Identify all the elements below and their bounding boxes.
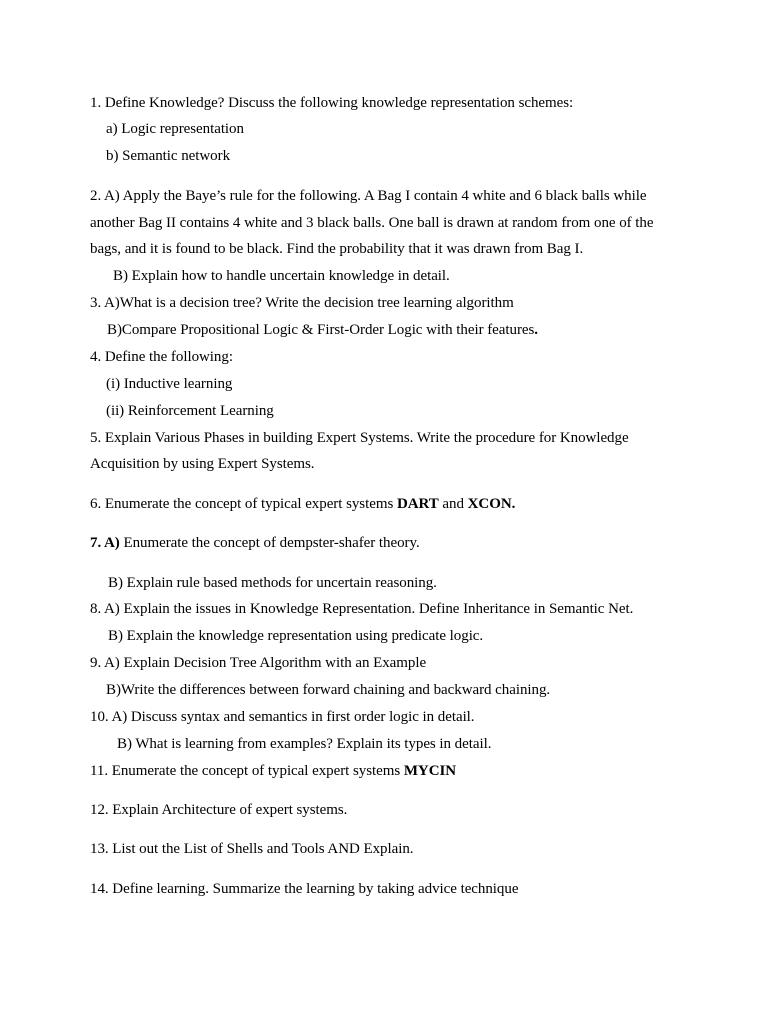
question-3-part-a: 3. A)What is a decision tree? Write the decision tree learning algorithm [90,295,514,311]
question-5-line-2: Acquisition by using Expert Systems. [90,456,315,472]
question-8-part-b: B) Explain the knowledge representation using predicate logic. [108,628,484,644]
question-4-item-ii: (ii) Reinforcement Learning [106,403,274,419]
question-7-part-b: B) Explain rule based methods for uncertain reasoning. [108,575,437,591]
question-7-part-a [90,534,420,552]
question-8-part-a: 8. A) Explain the issues in Knowledge Representation. Define Inheritance in Semantic Net. [90,601,634,617]
question-2-line-3: bags, and it is found to be black. Find the probability that it was drawn from Bag I. [90,241,584,257]
question-10-part-a: 10. A) Discuss syntax and semantics in first order logic in detail. [90,709,475,725]
question-4-item-i: (i) Inductive learning [106,376,233,392]
question-6-text: 6. Enumerate the concept of typical expert systems [90,496,397,512]
question-14: 14. Define learning. Summarize the learning by taking advice technique [90,881,519,897]
question-3-part-b-period: . [534,322,538,338]
question-2-line-1: 2. A) Apply the Baye’s rule for the following. A Bag I contain 4 white and 6 black balls while [90,188,647,204]
question-5-line-1: 5. Explain Various Phases in building Expert Systems. Write the procedure for Knowledge [90,430,629,446]
question-2-part-b: B) Explain how to handle uncertain knowledge in detail. [113,268,450,284]
question-11-text: 11. Enumerate the concept of typical expert systems [90,763,404,779]
question-9-part-a: 9. A) Explain Decision Tree Algorithm with an Example [90,655,427,671]
question-13: 13. List out the List of Shells and Tools AND Explain. [90,841,414,857]
question-1-line-1: 1. Define Knowledge? Discuss the following knowledge representation schemes: [90,95,574,111]
question-6-conjunction: and [438,496,468,512]
question-3-part-b-text: B)Compare Propositional Logic & First-Order Logic with their features [107,322,535,338]
question-9-part-b: B)Write the differences between forward chaining and backward chaining. [106,682,551,698]
question-4-line-1: 4. Define the following: [90,349,233,365]
question-7-label: 7. A) [90,535,120,551]
question-10-part-b: B) What is learning from examples? Explain its types in detail. [117,736,492,752]
question-2-line-2: another Bag II contains 4 white and 3 black balls. One ball is drawn at random from one of the [90,215,654,231]
question-1-option-b: b) Semantic network [106,148,231,164]
question-12: 12. Explain Architecture of expert systems. [90,802,348,818]
question-3-part-b [107,321,538,339]
question-6-term-dart: DART [396,496,439,512]
question-7-part-a-text: Enumerate the concept of dempster-shafer theory. [119,535,420,551]
question-6 [90,495,515,513]
question-6-term-xcon: XCON. [467,496,516,512]
question-11 [90,762,456,780]
question-11-term-mycin: MYCIN [403,763,457,779]
question-1-option-a: a) Logic representation [106,121,244,137]
